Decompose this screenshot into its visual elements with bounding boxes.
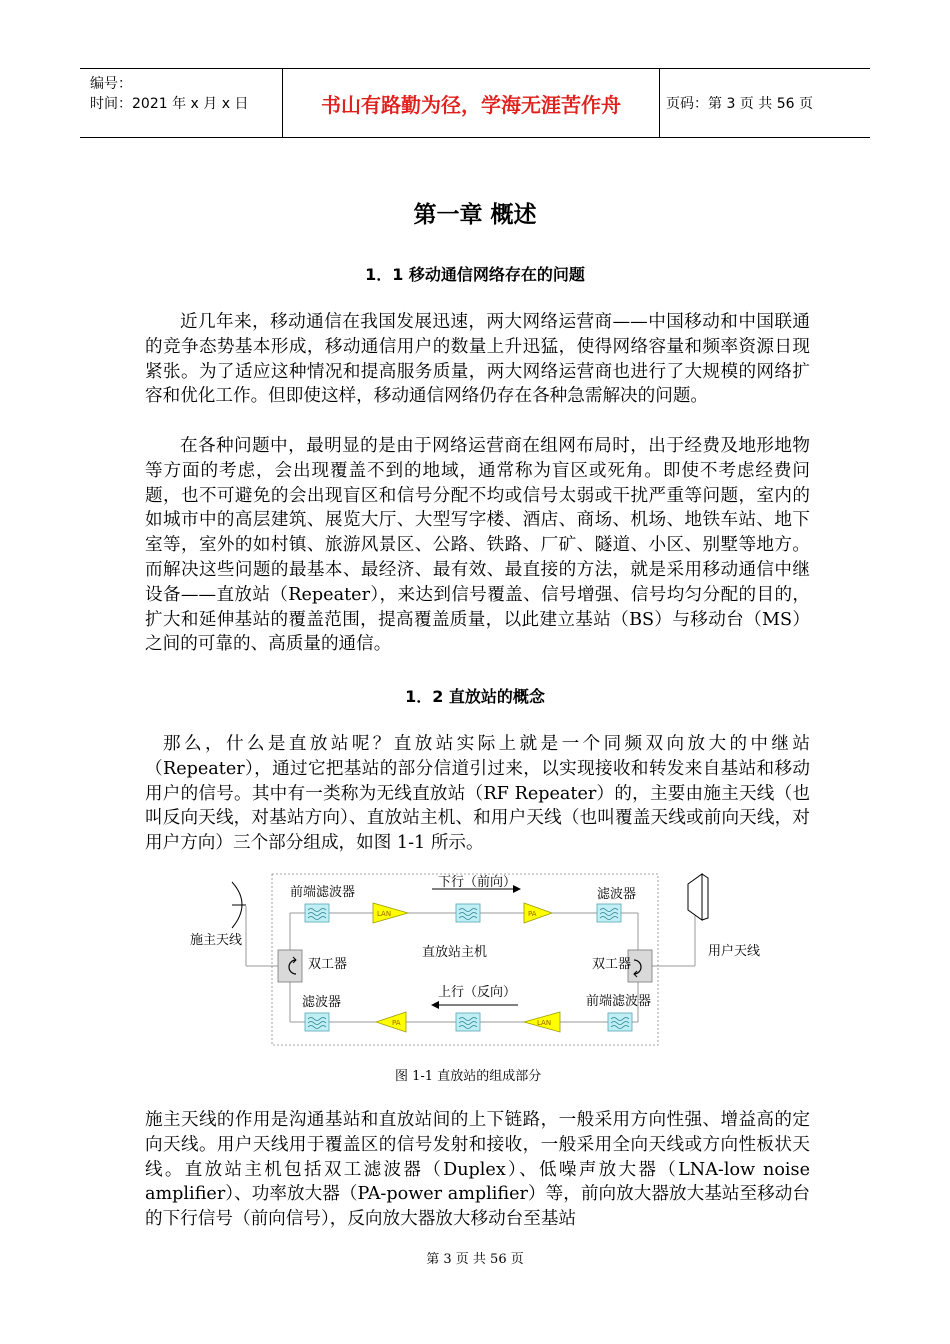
pa-uplink-icon (376, 1012, 406, 1032)
header-page-info: 页码：第 3 页 共 56 页 (666, 96, 813, 112)
filter-icon (456, 904, 480, 922)
downlink-label: 下行（前向） (438, 875, 517, 890)
filter-icon (597, 904, 621, 922)
figure-caption: 图 1-1 直放站的组成部分 (395, 1069, 542, 1084)
duplexer-right-icon (628, 950, 652, 982)
duplexer-left-icon (278, 950, 302, 982)
header-number-label: 编号： (90, 76, 132, 92)
paragraph: 近几年来，移动通信在我国发展迅速，两大网络运营商——中国移动和中国联通的竞争态势基本形成，移动通信用户的数量上升迅猛，使得网络容量和频率资源日现紧张。为了适应这种情况和提高服务质量，两大网络运营商也进行了大规模的网络扩容和优化工作。但即使这样，移动通信网络仍存在各种急需解决的问题。 (145, 312, 810, 407)
page-footer: 第 3 页 共 56 页 (426, 1252, 524, 1267)
duplexer-left-label: 双工器 (308, 957, 348, 972)
svg-text:LAN: LAN (377, 910, 392, 918)
filter-label: 滤波器 (302, 995, 342, 1010)
header-motto: 书山有路勤为径，学海无涯苦作舟 (282, 69, 660, 137)
uplink-label: 上行（反向） (438, 985, 517, 1000)
panel-antenna-icon (688, 874, 702, 920)
svg-text:LAN: LAN (537, 1019, 552, 1027)
pa-downlink-icon (524, 903, 552, 923)
lna-uplink-icon (524, 1012, 560, 1032)
user-antenna-label: 用户天线 (708, 944, 761, 959)
header-time-label: 时间：2021 年 x 月 x 日 (90, 96, 249, 112)
repeater-diagram (180, 862, 780, 1052)
section-heading-1-1: 1．1 移动通信网络存在的问题 (365, 265, 585, 284)
filter-label: 滤波器 (597, 887, 637, 902)
filter-icon (456, 1013, 480, 1031)
svg-text:PA: PA (392, 1019, 401, 1027)
filter-icon (305, 904, 329, 922)
section-heading-1-2: 1．2 直放站的概念 (405, 687, 545, 706)
front-filter-label: 前端滤波器 (290, 885, 356, 900)
filter-icon (305, 1013, 329, 1031)
chapter-title: 第一章 概述 (413, 202, 537, 228)
page-header (80, 68, 870, 138)
duplexer-right-label: 双工器 (592, 957, 632, 972)
header-meta (80, 69, 282, 137)
paragraph: 那么，什么是直放站呢？直放站实际上就是一个同频双向放大的中继站（Repeater），通过它把基站的部分信道引过来，以实现接收和转发来自基站和移动用户的信号。其中有一类称为无线直放站（RF Repeater）的，主要由施主天线（也叫反向天线，对基站方向）、直放站主机、和用户天线（也叫覆盖天线或前向天线，对用户方向）三个部分组成，如图 1-1 所示。 (145, 734, 810, 854)
filter-icon (608, 1013, 632, 1031)
svg-text:PA: PA (528, 910, 537, 918)
paragraph: 施主天线的作用是沟通基站和直放站间的上下链路，一般采用方向性强、增益高的定向天线。用户天线用于覆盖区的信号发射和接收，一般采用全向天线或方向性板状天线。直放站主机包括双工滤波器（Duplex）、低噪声放大器（LNA-low noise amplifier）、功率放大器（PA-power amplifier）等，前向放大器放大基站至移动台的下行信号（前向信号），反向放大器放大移动台至基站 (145, 1110, 810, 1230)
paragraph: 在各种问题中，最明显的是由于网络运营商在组网布局时，出于经费及地形地物等方面的考虑，会出现覆盖不到的地域，通常称为盲区或死角。即使不考虑经费问题，也不可避免的会出现盲区和信号分配不均或信号太弱或干扰严重等问题，室内的如城市中的高层建筑、展览大厅、大型写字楼、酒店、商场、机场、地铁车站、地下室等，室外的如村镇、旅游风景区、公路、铁路、厂矿、隧道、小区、别墅等地方。而解决这些问题的最基本、最经济、最有效、最直接的方法，就是采用移动通信中继设备——直放站（Repeater），来达到信号覆盖、信号增强、信号均匀分配的目的，扩大和延伸基站的覆盖范围，提高覆盖质量，以此建立基站（BS）与移动台（MS）之间的可靠的、高质量的通信。 (145, 436, 810, 655)
host-label: 直放站主机 (422, 945, 488, 960)
front-filter-label: 前端滤波器 (586, 994, 652, 1009)
donor-antenna-label: 施主天线 (190, 933, 243, 948)
lna-downlink-icon (373, 903, 408, 923)
